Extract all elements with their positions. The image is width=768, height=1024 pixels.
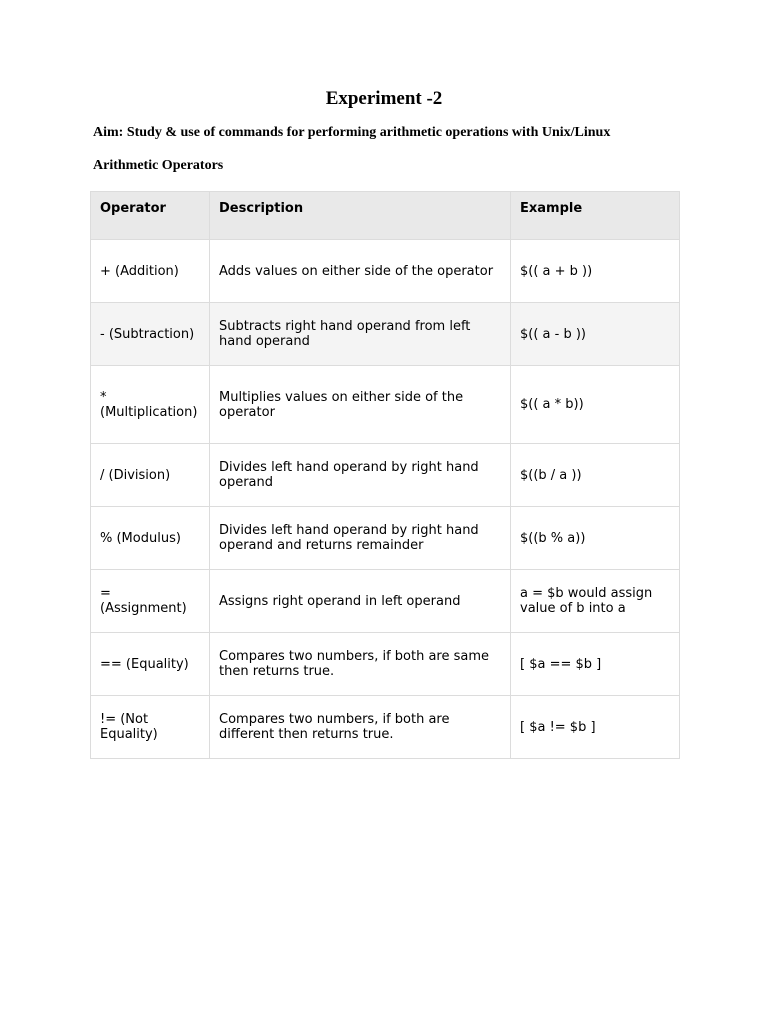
table-row	[91, 696, 680, 759]
operator-cell: == (Equality)	[91, 633, 210, 696]
operator-cell: / (Division)	[91, 444, 210, 507]
table-row	[91, 633, 680, 696]
table-row	[91, 444, 680, 507]
table-row	[91, 570, 680, 633]
table-row	[91, 240, 680, 303]
description-cell: Divides left hand operand by right hand operand and returns remainder	[210, 507, 511, 570]
page-title: Experiment -2	[325, 88, 443, 109]
operator-cell: % (Modulus)	[91, 507, 210, 570]
description-cell: Adds values on either side of the operator	[210, 240, 511, 303]
description-cell: Compares two numbers, if both are different then returns true.	[210, 696, 511, 759]
example-cell: $((b % a))	[511, 507, 680, 570]
example-cell: $(( a * b))	[511, 366, 680, 444]
example-cell: [ $a != $b ]	[511, 696, 680, 759]
operator-cell: - (Subtraction)	[91, 303, 210, 366]
example-cell: $((b / a ))	[511, 444, 680, 507]
description-cell: Divides left hand operand by right hand operand	[210, 444, 511, 507]
example-cell: [ $a == $b ]	[511, 633, 680, 696]
operator-cell: != (Not Equality)	[91, 696, 210, 759]
header-example: Example	[511, 192, 680, 240]
section-heading: Arithmetic Operators	[93, 158, 224, 173]
description-cell: Subtracts right hand operand from left hand operand	[210, 303, 511, 366]
operator-cell: * (Multiplication)	[91, 366, 210, 444]
operator-cell: + (Addition)	[91, 240, 210, 303]
table-header-row	[91, 192, 680, 240]
aim-statement: Aim: Study & use of commands for performing arithmetic operations with Unix/Linux	[93, 125, 611, 140]
example-cell: $(( a - b ))	[511, 303, 680, 366]
table-row	[91, 507, 680, 570]
description-cell: Compares two numbers, if both are same then returns true.	[210, 633, 511, 696]
operators-table	[90, 191, 680, 759]
description-cell: Assigns right operand in left operand	[210, 570, 511, 633]
description-cell: Multiplies values on either side of the operator	[210, 366, 511, 444]
header-description: Description	[210, 192, 511, 240]
table-row	[91, 366, 680, 444]
example-cell: a = $b would assign value of b into a	[511, 570, 680, 633]
header-operator: Operator	[91, 192, 210, 240]
table-row	[91, 303, 680, 366]
example-cell: $(( a + b ))	[511, 240, 680, 303]
operator-cell: = (Assignment)	[91, 570, 210, 633]
